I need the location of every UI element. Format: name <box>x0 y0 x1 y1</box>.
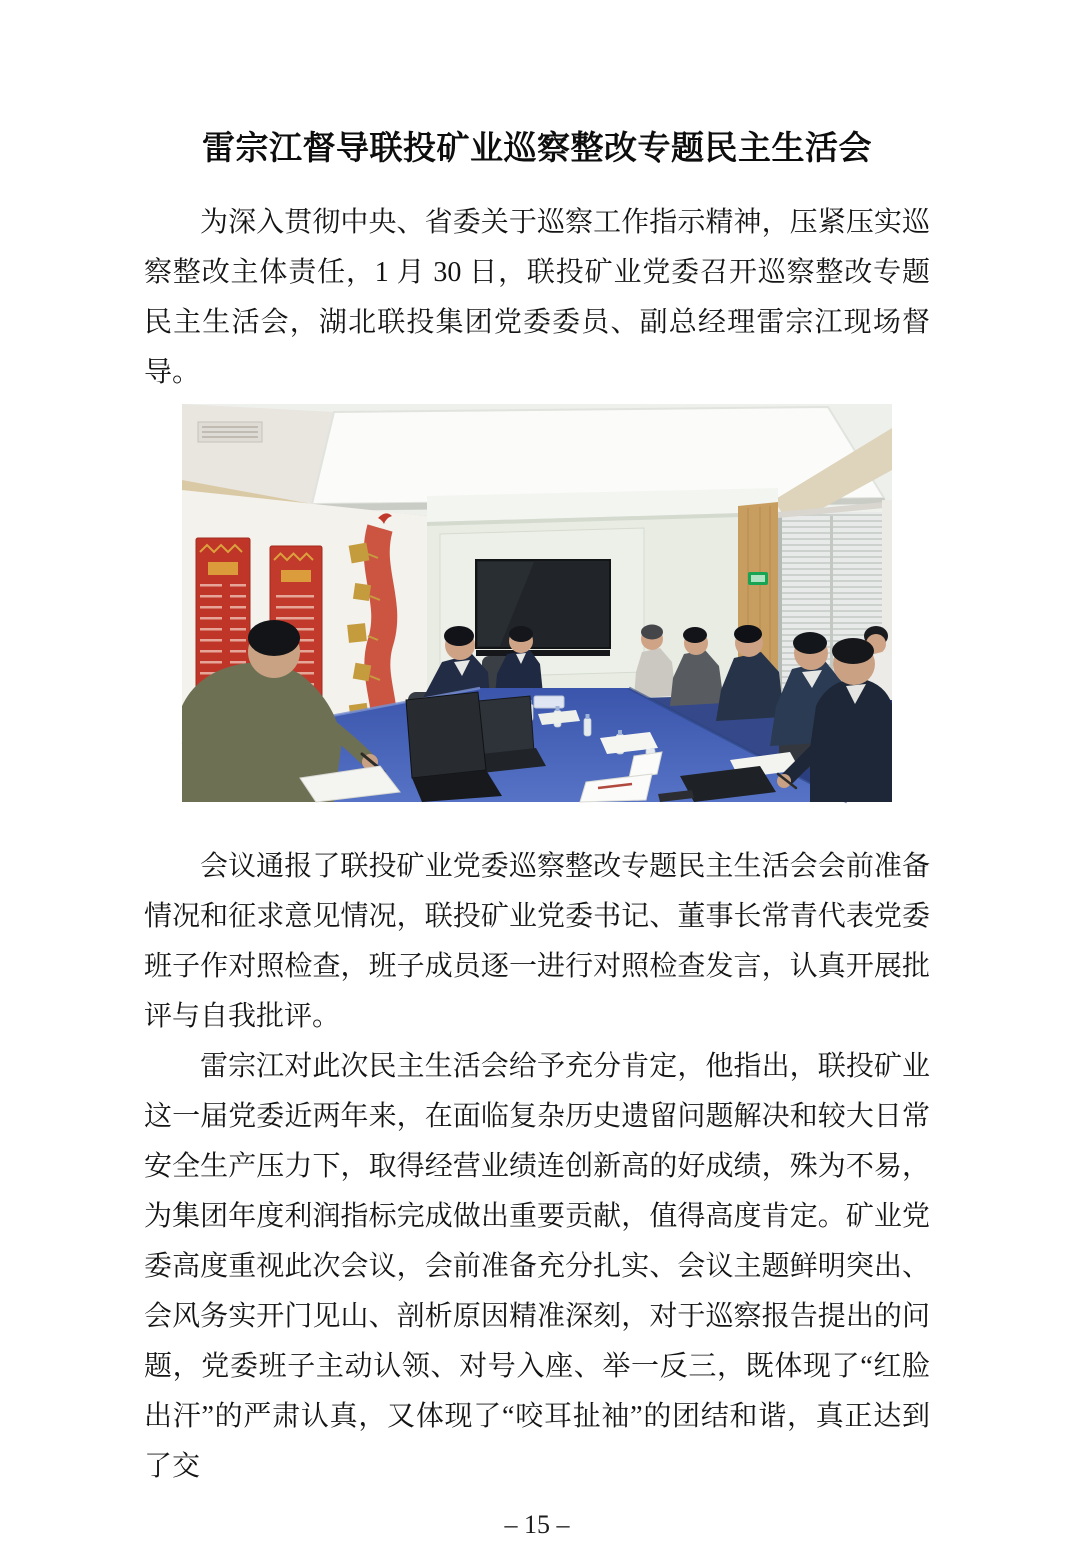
page-number: – 15 – <box>504 1510 570 1539</box>
page-title: 雷宗江督导联投矿业巡察整改专题民主生活会 <box>202 131 872 167</box>
exit-sign-icon <box>748 572 768 585</box>
paragraph-leader-remarks: 雷宗江对此次民主生活会给予充分肯定，他指出，联投矿业这一届党委近两年来，在面临复杂历史遗留问题解决和较大日常安全生产压力下，取得经营业绩连创新高的好成绩，殊为不易，为集团年度利润指标完成做出重要贡献，值得高度肯定。矿业党委高度重视此次会议，会前准备充分扎实、会议主题鲜明突出、会风务实开门见山、剖析原因精准深刻，对于巡察报告提出的问题，党委班子主动认领、对号入座、举一反三，既体现了“红脸出汗”的严肃认真，又体现了“咬耳扯袖”的团结和谐，真正达到了交 <box>144 1051 930 1482</box>
paragraph-intro: 为深入贯彻中央、省委关于巡察工作指示精神，压紧压实巡察整改主体责任，1 月 30 日，联投矿业党委召开巡察整改专题民主生活会，湖北联投集团党委委员、副总经理雷宗江现场督导。 <box>144 207 930 388</box>
display-screen <box>476 560 610 656</box>
meeting-photo <box>182 404 892 802</box>
ac-vent-icon <box>198 422 262 442</box>
meeting-photo-illustration <box>182 404 892 802</box>
paragraph-meeting-report: 会议通报了联投矿业党委巡察整改专题民主生活会会前准备情况和征求意见情况，联投矿业党委书记、董事长常青代表党委班子作对照检查，班子成员逐一进行对照检查发言，认真开展批评与自我批评。 <box>144 851 930 1032</box>
